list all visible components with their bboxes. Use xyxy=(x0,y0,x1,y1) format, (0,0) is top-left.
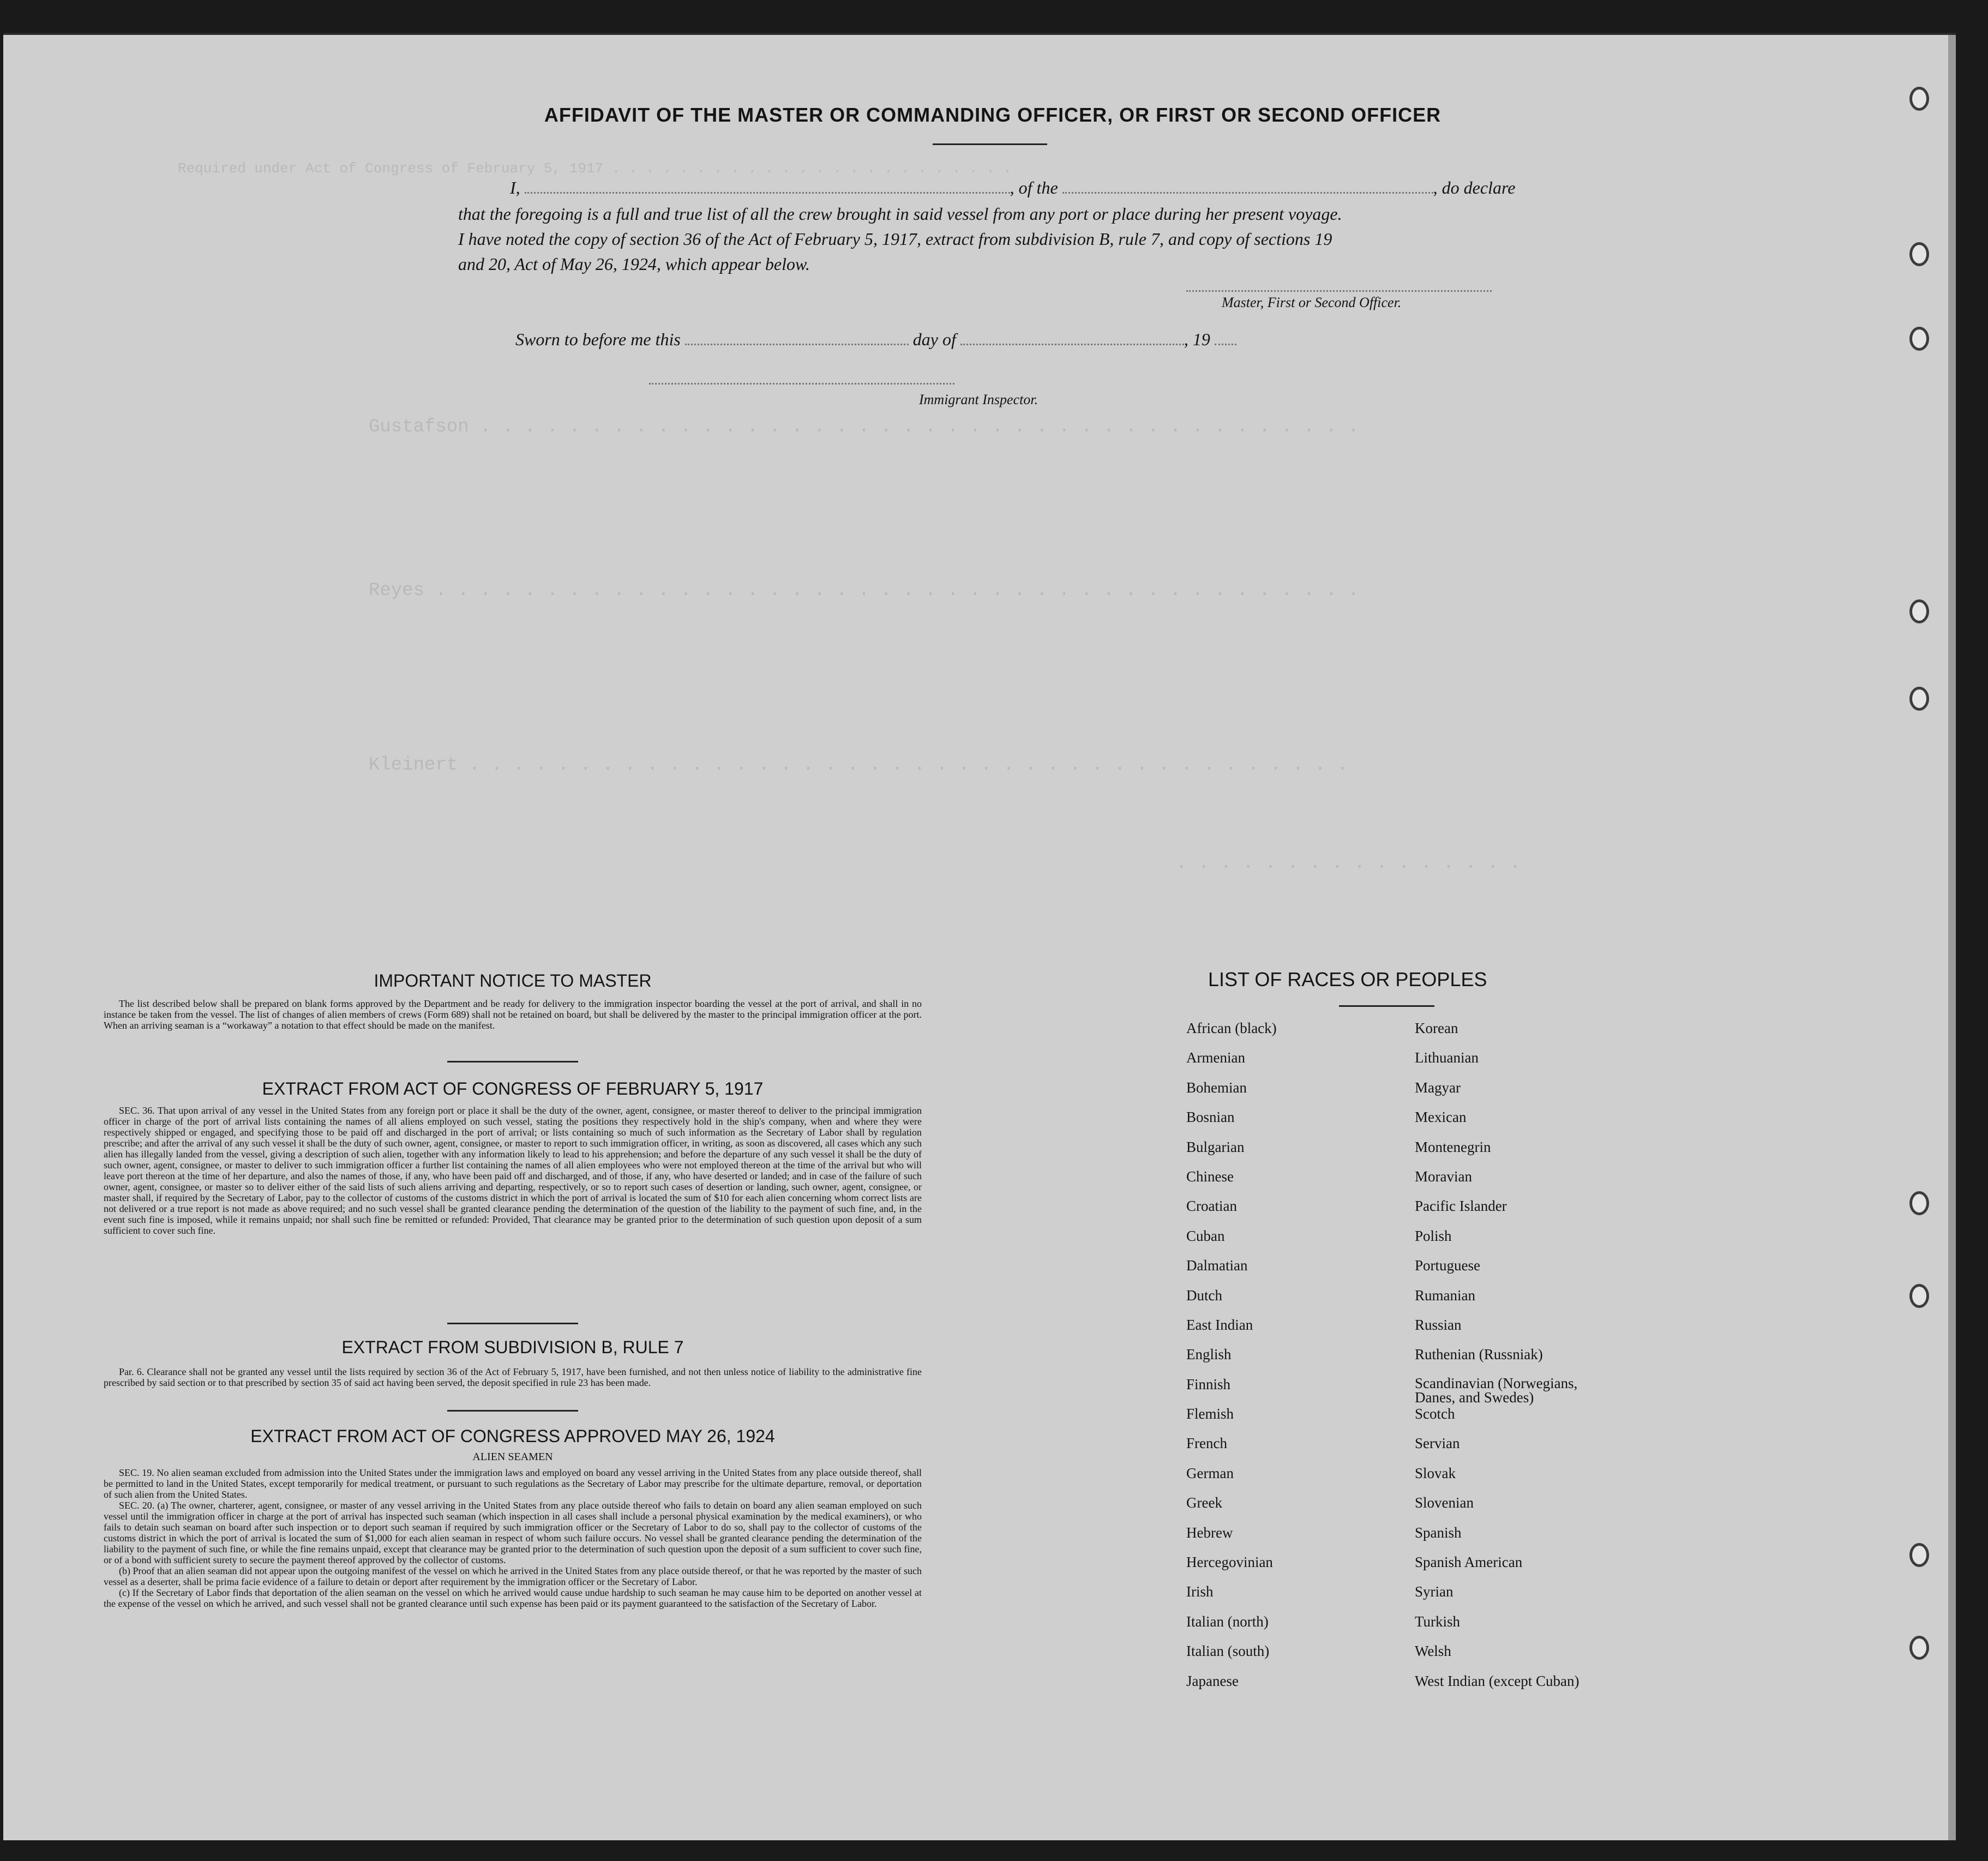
race-item: Dalmatian xyxy=(1186,1257,1248,1274)
race-item: Italian (north) xyxy=(1186,1613,1269,1630)
race-item: Russian xyxy=(1415,1316,1462,1333)
sworn-line xyxy=(515,326,1236,352)
inspector-signature-line[interactable] xyxy=(649,383,954,385)
race-item: West Indian (except Cuban) xyxy=(1415,1672,1579,1689)
race-item: Magyar xyxy=(1415,1079,1461,1096)
binder-hole xyxy=(1909,1543,1929,1567)
races-column-2 xyxy=(1415,1020,1611,1702)
binder-hole xyxy=(1909,599,1929,623)
extract-1924-title: EXTRACT FROM ACT OF CONGRESS APPROVED MAY 26, 1924 xyxy=(250,1426,775,1446)
race-item: Turkish xyxy=(1415,1613,1461,1630)
day-of-label: day of xyxy=(912,329,956,349)
races-column-1 xyxy=(1186,1020,1277,1702)
declarant-name-field[interactable] xyxy=(525,192,1010,194)
race-item: Scotch xyxy=(1415,1406,1455,1422)
rule-7-paragraph: Par. 6. Clearance shall not be granted any vessel until the lists required by section 36 of the Act of February 5, 1917, have been furnished, and not then unless notice of liability to the administrative fine prescribed by said section or to that prescribed by section 35 of said act having been served, the deposit specified in rule 23 has been made. xyxy=(104,1366,922,1388)
race-item: Scandinavian (Norwegians, Danes, and Swedes) xyxy=(1415,1374,1578,1406)
race-item: Moravian xyxy=(1415,1168,1472,1185)
declaration-line-1 xyxy=(510,175,1515,201)
sec-19-paragraph: SEC. 19. No alien seaman excluded from admission into the United States under the immigration laws and employed on board any vessel arriving in the United States from any place outside thereof, shall be permitted to land in the United States, except temporarily for medical treatment, or pursuant to such regulations as the Secretary of Labor may prescribe for the ultimate departure, removal, or deportation of such alien from the United States. xyxy=(104,1467,922,1500)
inspector-signature-caption: Immigrant Inspector. xyxy=(919,392,1038,407)
race-item: Welsh xyxy=(1415,1643,1451,1660)
declaration-line-4: and 20, Act of May 26, 1924, which appear below. xyxy=(458,254,810,274)
race-item: Spanish American xyxy=(1415,1554,1523,1571)
race-item: Bohemian xyxy=(1186,1079,1247,1096)
notice-paragraph: The list described below shall be prepared on blank forms approved by the Department and be ready for delivery to the immigration inspector boarding the vessel at the port of arrival, and shall in no instance be taken from the vessel. The list of changes of alien members of crews (Form 689) shall not be retained on board, but shall be delivered by the master to the principal immigration officer at the port. When an arriving seaman is a “workaway” a notation to that effect should be made on the manifest. xyxy=(104,998,922,1031)
divider xyxy=(933,143,1047,145)
year-label: , 19 xyxy=(1184,329,1210,349)
binder-hole xyxy=(1909,1284,1929,1308)
divider xyxy=(1339,1005,1434,1007)
race-item: East Indian xyxy=(1186,1316,1253,1333)
race-item: Hercegovinian xyxy=(1186,1554,1273,1571)
declaration-line-2: that the foregoing is a full and true list of all the crew brought in said vessel from any port or place during her present voyage. xyxy=(458,204,1342,224)
sworn-month-field[interactable] xyxy=(960,344,1184,345)
binder-hole xyxy=(1909,687,1929,711)
extract-1917-paragraph: SEC. 36. That upon arrival of any vessel in the United States from any foreign port or place it shall be the duty of the owner, agent, consignee, or master thereof to deliver to the principal immigration officer in charge of the port of arrival lists containing the names of all aliens employed on such vessel, stating the positions they respectively hold in the ship's company, when and where they were respectively shipped or engaged, and specifying those to be paid off and discharged in the port of arrival; or lists containing so much of such information as the Secretary of Labor shall by regulation prescribe; and after the arrival of any such vessel it shall be the duty of such owner, agent, consignee, or master to report to such immigration officer, in writing, as soon as discovered, all cases which any such alien has illegally landed from the vessel, giving a description of such alien, together with any information likely to lead to his apprehension; and before the departure of any such vessel it shall be the duty of such owner, agent, consignee, or master to deliver to such immigration officer a further list containing the names of all alien employees who were not employed thereon at the time of the arrival but who will leave port thereon at the time of her departure, and also the names of those, if any, who have been paid off and discharged, and of those, if any, who have deserted or landed; and in case of the failure of such owner, agent, consignee, or master so to deliver either of the said lists of such aliens arriving and departing, respectively, or so to report such cases of desertion or landing, such owner, agent, consignee, or master shall, if required by the Secretary of Labor, pay to the collector of customs of the customs district in which the port of arrival is located the sum of $10 for each alien concerning whom correct lists are not delivered or a true report is not made as above required; and no such vessel shall be granted clearance pending the determination of the question of the liability to the payment of such fine, and, in the event such fine is imposed, while it remains unpaid; nor shall such fine be remitted or refunded: Provided, That clearance may be granted prior to the determination of such question upon deposit of a sum sufficient to cover such fine. xyxy=(104,1105,922,1236)
vessel-name-field[interactable] xyxy=(1062,192,1433,194)
race-item: Servian xyxy=(1415,1435,1460,1452)
extract-1917-title: EXTRACT FROM ACT OF CONGRESS OF FEBRUARY 5, 1917 xyxy=(262,1079,764,1098)
i-label: I, xyxy=(510,178,520,197)
rule-7-body xyxy=(104,1366,922,1388)
notice-body xyxy=(104,998,922,1031)
race-item: Pacific Islander xyxy=(1415,1198,1507,1215)
race-item: Slovak xyxy=(1415,1464,1456,1481)
race-item: Bosnian xyxy=(1186,1109,1235,1126)
extract-1924-subtitle: ALIEN SEAMEN xyxy=(472,1451,553,1463)
bleed-through-text: . . . . . . . . . . . . . . . . xyxy=(1176,853,1521,874)
race-item: German xyxy=(1186,1464,1234,1481)
bleed-through-text: Required under Act of Congress of February 5, 1917 . . . . . . . . . . . . . . . . . . . . . . . . xyxy=(178,160,1012,177)
race-item: Bulgarian xyxy=(1186,1138,1245,1155)
binder-hole xyxy=(1909,1636,1929,1660)
sworn-year-field[interactable] xyxy=(1215,344,1236,345)
sworn-day-field[interactable] xyxy=(685,344,909,345)
sec-20a-paragraph: SEC. 20. (a) The owner, charterer, agent, consignee, or master of any vessel arriving in the United States from any place outside thereof who fails to detain on board any alien seaman employed on such vessel until the immigration officer in charge at the port of arrival has inspected such seaman (which inspection in all cases shall include a personal physical examination by the medical examiners), or who fails to detain such seaman on board after such inspection or to deport such seaman if required by such immigration officer or the Secretary of Labor to do so, shall pay to the collector of customs of the customs district in which the port of arrival is located the sum of $1,000 for each alien seaman in respect of whom such failure occurs. No vessel shall be granted clearance pending the determination of the liability to the payment of such fine, or while the fine remains unpaid, except that clearance may be granted prior to the determination of such question upon the deposit of a sum sufficient to cover such fine, or of a bond with sufficient surety to secure the payment thereof approved by the collector of customs. xyxy=(104,1500,922,1565)
race-item: Chinese xyxy=(1186,1168,1234,1185)
binder-hole xyxy=(1909,87,1929,111)
race-item: Korean xyxy=(1415,1020,1458,1036)
race-item: Finnish xyxy=(1186,1376,1231,1392)
race-item: Croatian xyxy=(1186,1198,1237,1215)
race-item: Montenegrin xyxy=(1415,1138,1491,1155)
race-item: Dutch xyxy=(1186,1287,1222,1304)
race-item: Irish xyxy=(1186,1583,1214,1600)
master-signature-caption: Master, First or Second Officer. xyxy=(1222,295,1402,310)
race-item: English xyxy=(1186,1346,1232,1363)
race-item: Flemish xyxy=(1186,1406,1234,1422)
race-item: Cuban xyxy=(1186,1227,1225,1244)
race-item: Portuguese xyxy=(1415,1257,1480,1274)
race-item: Rumanian xyxy=(1415,1287,1475,1304)
bleed-through-text: Reyes . . . . . . . . . . . . . . . . . . . . . . . . . . . . . . . . . . . . . . . . . . xyxy=(369,580,1359,601)
race-item: Slovenian xyxy=(1415,1494,1474,1511)
race-item: Spanish xyxy=(1415,1524,1462,1541)
extract-1924-body xyxy=(104,1467,922,1609)
race-item: Japanese xyxy=(1186,1672,1239,1689)
races-title: LIST OF RACES OR PEOPLES xyxy=(1208,968,1487,990)
binder-hole xyxy=(1909,327,1929,351)
race-item: Hebrew xyxy=(1186,1524,1233,1541)
sworn-label: Sworn to before me this xyxy=(515,329,681,349)
race-item: Lithuanian xyxy=(1415,1049,1479,1066)
declaration-line-3: I have noted the copy of section 36 of the Act of February 5, 1917, extract from subdivision B, rule 7, and copy of sections 19 xyxy=(458,229,1332,249)
sec-20c-paragraph: (c) If the Secretary of Labor finds that deportation of the alien seaman on the vessel on which he arrived would cause undue hardship to such seaman he may cause him to be deported on another vessel at the expense of the vessel on which he arrived, and such vessel shall not be granted clearance until such expense has been paid or its payment guaranteed to the satisfaction of the Secretary of Labor. xyxy=(104,1587,922,1609)
divider xyxy=(447,1410,578,1412)
rule-7-title: EXTRACT FROM SUBDIVISION B, RULE 7 xyxy=(341,1337,684,1357)
race-item: Mexican xyxy=(1415,1109,1467,1126)
bleed-through-text: Kleinert . . . . . . . . . . . . . . . . . . . . . . . . . . . . . . . . . . . . . . . . xyxy=(369,755,1348,776)
race-item: African (black) xyxy=(1186,1020,1277,1036)
race-item: Polish xyxy=(1415,1227,1452,1244)
notice-title: IMPORTANT NOTICE TO MASTER xyxy=(374,971,652,990)
extract-1917-body xyxy=(104,1105,922,1236)
race-item: Italian (south) xyxy=(1186,1643,1270,1660)
binder-hole xyxy=(1909,1191,1929,1215)
of-the-label: , of the xyxy=(1010,178,1058,197)
race-item: French xyxy=(1186,1435,1227,1452)
race-item: Ruthenian (Russniak) xyxy=(1415,1346,1543,1363)
race-item: Armenian xyxy=(1186,1049,1245,1066)
race-item: Syrian xyxy=(1415,1583,1454,1600)
do-declare-label: , do declare xyxy=(1433,178,1516,197)
race-item: Greek xyxy=(1186,1494,1222,1511)
bleed-through-text: Gustafson . . . . . . . . . . . . . . . . . . . . . . . . . . . . . . . . . . . . . . . . xyxy=(369,417,1359,437)
divider xyxy=(447,1061,578,1062)
divider xyxy=(447,1323,578,1324)
sec-20b-paragraph: (b) Proof that an alien seaman did not appear upon the outgoing manifest of the vessel on which he arrived in the United States from any place outside thereof, or that he was reported by the master of such vessel as a deserter, shall be prima facie evidence of a failure to detain or deport after requirement by the immigration officer or the Secretary of Labor. xyxy=(104,1565,922,1587)
affidavit-title: AFFIDAVIT OF THE MASTER OR COMMANDING OFFICER, OR FIRST OR SECOND OFFICER xyxy=(544,104,1442,126)
binder-hole xyxy=(1909,242,1929,266)
master-signature-line[interactable] xyxy=(1186,290,1492,292)
